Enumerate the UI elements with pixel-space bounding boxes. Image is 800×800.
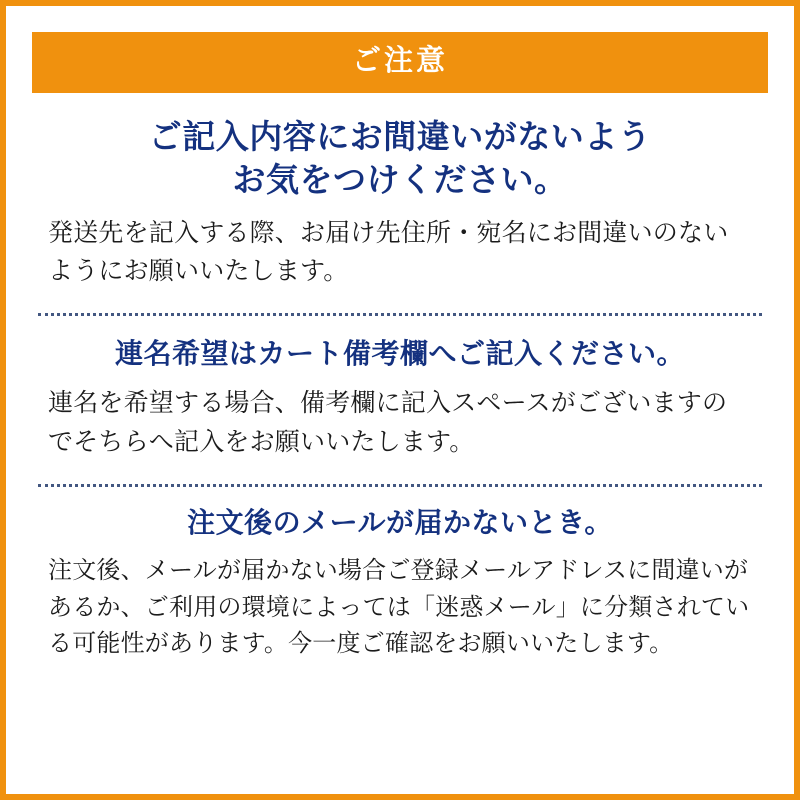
section-2-body: 連名を希望する場合、備考欄に記入スペースがございますのでそちらへ記入をお願いいたします。 (48, 389, 728, 457)
section-3-body: 注文後、メールが届かない場合ご登録メールアドレスに間違いがあるか、ご利用の環境によっては「迷惑メール」に分類されている可能性があります。今一度ご確認をお願いいたします。 (48, 557, 750, 658)
notice-inner (6, 6, 794, 794)
section-1-title-line1: ご記入内容にお間違いがないよう (148, 117, 652, 155)
notice-section-2 (32, 336, 768, 462)
notice-section-1 (32, 115, 768, 292)
section-2-title: 連名希望はカート備考欄へご記入ください。 (114, 338, 685, 370)
section-divider-2 (38, 484, 762, 487)
section-3-title: 注文後のメールが届かないとき。 (187, 506, 613, 538)
notice-header-band: ご注意 (32, 32, 768, 93)
section-1-body: 発送先を記入する際、お届け先住所・宛名にお間違いのないようにお願いいたします。 (48, 218, 729, 286)
section-divider-1 (38, 313, 762, 316)
section-1-title-line2: お気をつけください。 (232, 161, 568, 199)
section-1-title (42, 115, 758, 202)
notice-section-3 (32, 505, 768, 663)
